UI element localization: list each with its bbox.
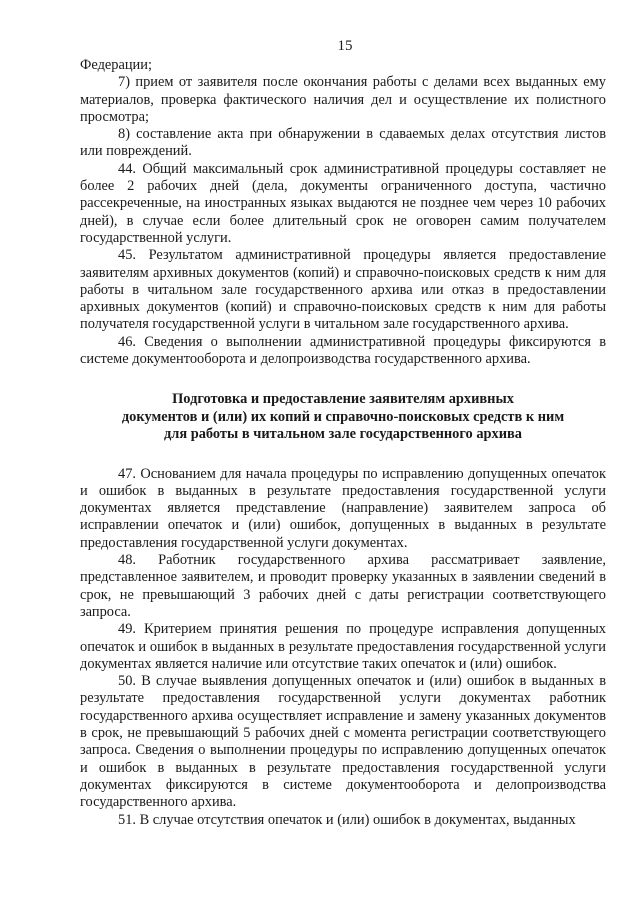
document-body [80,57,606,829]
paragraph: 8) составление акта при обнаружении в сдаваемых делах отсутствия листов или повреждений. [80,126,606,160]
paragraphs-before [80,57,606,368]
paragraph: 44. Общий максимальный срок административной процедуры составляет не более 2 рабочих дней (дела, документы ограниченного доступа, частично рассекреченные, на иностранных языках выдаются не позднее чем через 10 рабочих дней), в случае если более длительный срок не оговорен самим получателем государственной услуги. [80,160,606,246]
paragraph: 7) прием от заявителя после окончания работы с делами всех выданных ему материалов, проверка фактического наличия дел и осуществление их полистного просмотра; [80,74,606,125]
paragraph: 49. Критерием принятия решения по процедуре исправления допущенных опечаток и ошибок в выданных в результате предоставления государственной услуги документах является наличие или отсутствие таких опечаток и (или) ошибок. [80,621,606,672]
page-number: 15 [337,38,353,54]
paragraph: 51. В случае отсутствия опечаток и (или) ошибок в документах, выданных [118,811,576,828]
paragraph: 48. Работник государственного архива рассматривает заявление, представленное заявителем, и проводит проверку указанных в заявлении сведений в срок, не превышающий 3 рабочих дней с даты регистрации соответствующего запроса. [80,552,606,620]
section-heading-line: документов и (или) их копий и справочно-поисковых средств к ним [121,408,565,425]
paragraph: 46. Сведения о выполнении административной процедуры фиксируются в системе документооборота и делопроизводства государственного архива. [80,333,606,368]
paragraph: 45. Результатом административной процедуры является предоставление заявителям архивных документов (копий) и справочно-поисковых средств к ним для работы в читальном зале государственного архива или отказ в предоставлении архивных документов (копий) и справочно-поисковых средств к ним для работы получателя государственной услуги в читальном зале государственного архива. [80,247,606,333]
section-heading-line: Подготовка и предоставление заявителям архивных [172,391,514,408]
paragraph: 47. Основанием для начала процедуры по исправлению допущенных опечаток и ошибок в выданных в результате предоставления государственной услуги документах является представление (направление) заявителем запроса об исправлении опечаток и (или) ошибок, допущенных в выданных в результате предоставления государственной услуги документах. [80,465,606,551]
paragraph: Федерации; [80,57,152,73]
paragraphs-after [80,466,606,829]
section-heading-line: для работы в читальном зале государственного архива [163,426,522,443]
paragraph: 50. В случае выявления допущенных опечаток и (или) ошибок в выданных в результате предоставления государственной услуги документах работник государственного архива осуществляет исправление и замену указанных документов в срок, не превышающий 5 рабочих дней с момента регистрации соответствующего запроса. Сведения о выполнении процедуры по исправлению допущенных опечаток и ошибок в выданных в результате предоставления государственной услуги документах фиксируются в системе документооборота и делопроизводства государственного архива. [80,673,606,811]
section-heading [80,391,606,443]
